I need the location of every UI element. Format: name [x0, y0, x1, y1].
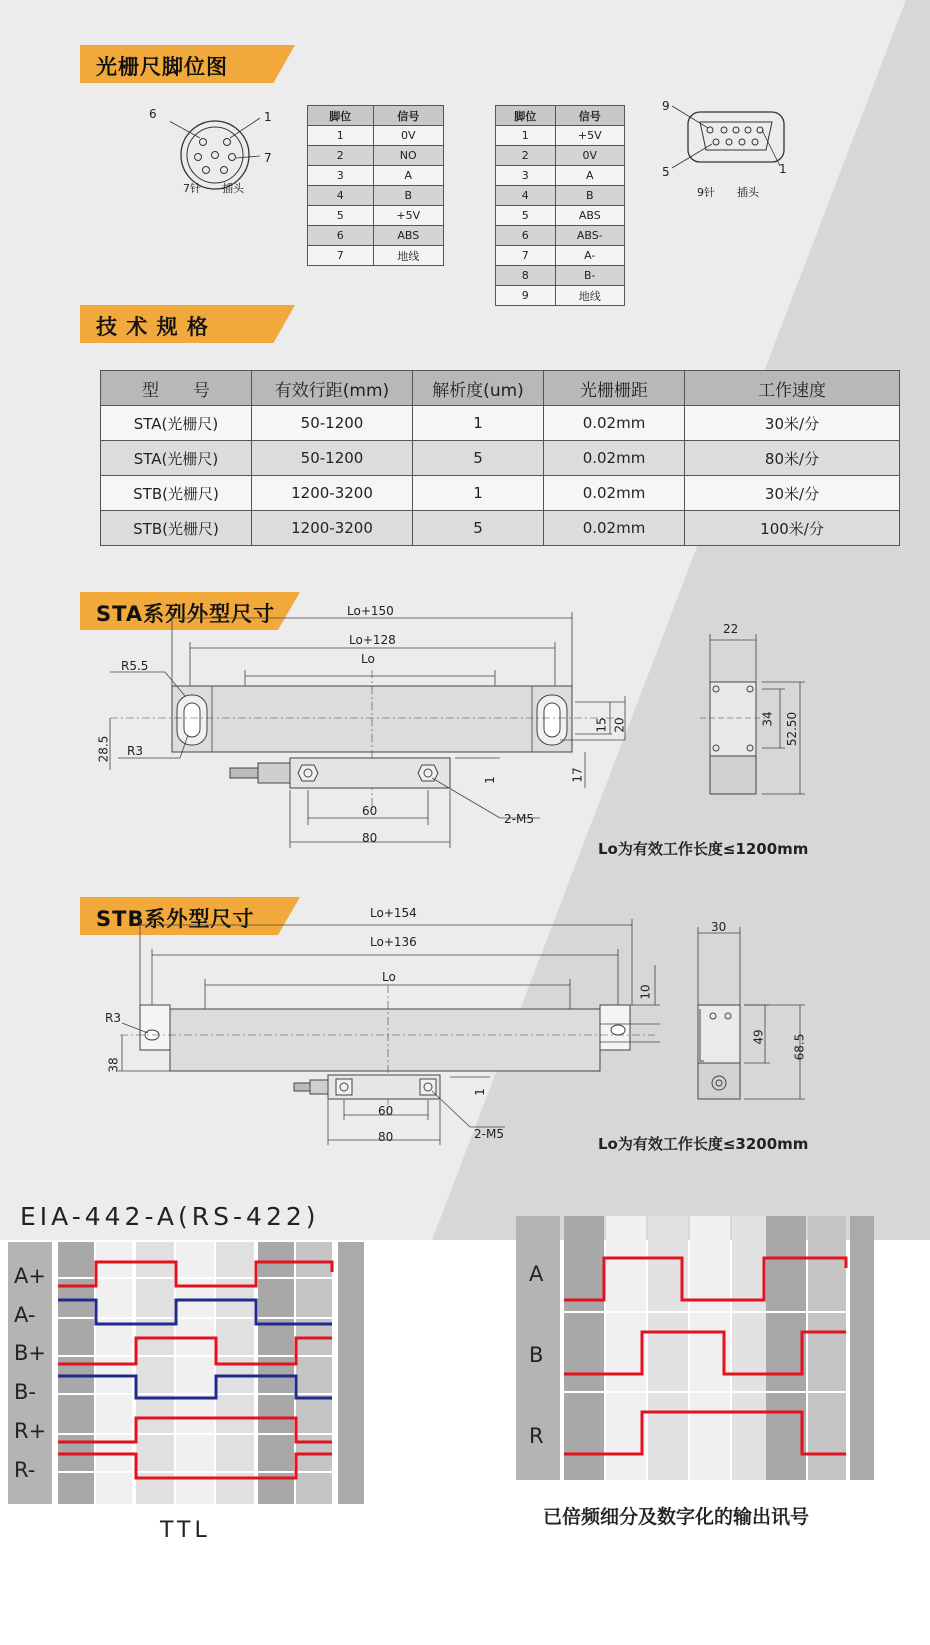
- stb-dim-10: 10: [638, 984, 653, 1000]
- timing-left-diagram: [0, 1238, 380, 1510]
- timing-left-signal: R+: [14, 1419, 47, 1443]
- timing-left-signal: A-: [14, 1303, 36, 1327]
- timing-left-signal: R-: [14, 1458, 36, 1482]
- sta-dim-r3: R3: [127, 744, 143, 758]
- stb-side-49: 49: [751, 1029, 766, 1045]
- sta-dim-15: 15: [594, 717, 609, 733]
- sta-dim-17: 17: [570, 767, 585, 783]
- table-row: 7 A-: [496, 246, 625, 266]
- connector7-pin6: 6: [149, 107, 157, 121]
- stb-dimension-drawing: [0, 905, 930, 1165]
- table-row: STA(光栅尺) 50-1200 1 0.02mm 30米/分: [101, 406, 900, 441]
- timing-right-caption: 已倍频细分及数字化的输出讯号: [543, 1506, 810, 1528]
- connector9-caption-pins: 9针: [697, 186, 715, 199]
- sta-dim-80: 80: [362, 831, 378, 845]
- sta-dim-lo128: Lo+128: [349, 633, 396, 647]
- connector-7pin-icon: [170, 110, 290, 220]
- table-row: 5 ABS: [496, 206, 625, 226]
- connector7-pin7: 7: [264, 151, 272, 165]
- timing-right-signal: B: [529, 1343, 544, 1367]
- connector7-pin1: 1: [264, 110, 272, 124]
- table-row: 8 B-: [496, 266, 625, 286]
- timing-right-signal: A: [529, 1262, 544, 1286]
- sta-dim-h285: 28.5: [96, 735, 111, 763]
- timing-left-signal: A+: [14, 1264, 46, 1288]
- stb-dim-r3: R3: [105, 1011, 121, 1025]
- sta-dim-m5: 2-M5: [504, 812, 534, 826]
- stb-dim-m5: 2-M5: [474, 1127, 504, 1141]
- connector-9pin-icon: [670, 100, 790, 190]
- banner-sta: STA系列外型尺寸: [80, 592, 300, 630]
- table-row: 6 ABS-: [496, 226, 625, 246]
- table-row: 4 B: [496, 186, 625, 206]
- pin-table-9: 脚位 信号 1 +5V 2 0V 3 A 4 B 5 ABS 6 ABS- 7 A- 8 B- 9 地线: [495, 105, 625, 306]
- stb-dim-lo154: Lo+154: [370, 906, 417, 920]
- timing-left-signal: B-: [14, 1380, 36, 1404]
- stb-side-width: 30: [711, 920, 727, 934]
- stb-dim-60: 60: [378, 1104, 394, 1118]
- timing-right-signal: R: [529, 1424, 544, 1448]
- table-row: 3 A: [496, 166, 625, 186]
- sta-dim-1: 1: [482, 776, 497, 784]
- sta-side-width: 22: [723, 622, 739, 636]
- connector9-pin5: 5: [662, 165, 670, 179]
- connector9-pin1: 1: [779, 162, 787, 176]
- timing-right-diagram: [510, 1212, 880, 1484]
- table-row: 1 0V: [308, 126, 444, 146]
- sta-dim-60: 60: [362, 804, 378, 818]
- stb-note: Lo为有效工作长度≤3200mm: [598, 1135, 809, 1153]
- sta-note: Lo为有效工作长度≤1200mm: [598, 840, 809, 858]
- connector9-pin9: 9: [662, 99, 670, 113]
- table-row: 2 NO: [308, 146, 444, 166]
- sta-dim-lo: Lo: [361, 652, 375, 666]
- table-row: 3 A: [308, 166, 444, 186]
- connector9-caption-plug: 插头: [737, 186, 759, 199]
- stb-dim-80: 80: [378, 1130, 394, 1144]
- table-row: 7 地线: [308, 246, 444, 266]
- table-row: 6 ABS: [308, 226, 444, 246]
- sta-dim-20: 20: [612, 717, 627, 733]
- sta-dim-lo150: Lo+150: [347, 604, 394, 618]
- table-row: 1 +5V: [496, 126, 625, 146]
- timing-left-signal: B+: [14, 1341, 47, 1365]
- table-row: STB(光栅尺) 1200-3200 5 0.02mm 100米/分: [101, 511, 900, 546]
- table-row: STB(光栅尺) 1200-3200 1 0.02mm 30米/分: [101, 476, 900, 511]
- banner-spec: 技 术 规 格: [80, 305, 295, 343]
- stb-side-685: 68.5: [792, 1033, 807, 1061]
- table-row: STA(光栅尺) 50-1200 5 0.02mm 80米/分: [101, 441, 900, 476]
- table-row: 9 地线: [496, 286, 625, 306]
- banner-pinout: 光栅尺脚位图: [80, 45, 295, 83]
- spec-table: 型 号 有效行距(mm) 解析度(um) 光栅栅距 工作速度 STA(光栅尺) 50-1200 1 0.02mm 30米/分 STA(光栅尺) 50-1200 5 0.02mm 80米/分 STB(光栅尺) 1200-3200 1 0.02mm 30米/分 STB(光栅尺) 1200-3200 5 0.02mm 100米/分: [100, 370, 900, 546]
- stb-dim-h38: 38: [106, 1057, 121, 1073]
- table-row: 5 +5V: [308, 206, 444, 226]
- stb-dim-1: 1: [472, 1088, 487, 1096]
- table-row: 2 0V: [496, 146, 625, 166]
- sta-side-5250: 52.50: [785, 711, 800, 747]
- sta-side-34: 34: [760, 711, 775, 727]
- pin-table-7: 脚位 信号 1 0V 2 NO 3 A 4 B 5 +5V 6 ABS 7 地线: [307, 105, 444, 266]
- timing-left-footer: TTL: [160, 1518, 211, 1543]
- connector7-caption-pins: 7针: [183, 182, 201, 195]
- connector7-caption-plug: 插头: [222, 182, 244, 195]
- timing-left-title: EIA-442-A(RS-422): [20, 1202, 320, 1231]
- table-row: 4 B: [308, 186, 444, 206]
- sta-dim-r55: R5.5: [121, 659, 149, 673]
- stb-dim-lo: Lo: [382, 970, 396, 984]
- banner-stb: STB系外型尺寸: [80, 897, 300, 935]
- stb-dim-lo136: Lo+136: [370, 935, 417, 949]
